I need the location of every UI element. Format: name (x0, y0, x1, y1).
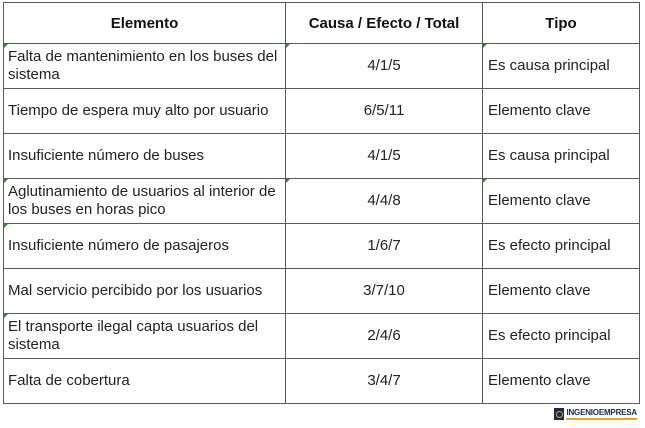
table-row (4, 134, 640, 179)
cell-tipo (483, 179, 640, 224)
logo-text-block (566, 409, 637, 420)
table-row (4, 224, 640, 269)
cell-tipo-text: Es efecto principal (488, 327, 611, 344)
cell-elemento (4, 179, 286, 224)
corner-mark (4, 314, 8, 318)
cell-valor-text: 3/4/7 (367, 372, 401, 389)
cell-valor (286, 89, 483, 134)
cell-valor-text: 4/1/5 (367, 57, 401, 74)
logo-underline (566, 418, 637, 420)
cell-tipo-text: Es efecto principal (488, 237, 611, 254)
cell-tipo-text: Elemento clave (488, 102, 591, 119)
corner-mark (483, 44, 487, 48)
corner-mark (4, 224, 8, 228)
header-row (4, 3, 640, 44)
cell-valor (286, 134, 483, 179)
cell-elemento-text: Falta de mantenimiento en los buses del sistema (8, 48, 278, 83)
cell-tipo (483, 359, 640, 404)
cell-valor (286, 359, 483, 404)
corner-mark (4, 179, 8, 183)
cell-elemento-text: El transporte ilegal capta usuarios del sistema (8, 318, 259, 353)
cell-elemento (4, 269, 286, 314)
cell-valor (286, 44, 483, 89)
cell-tipo (483, 89, 640, 134)
cell-valor (286, 179, 483, 224)
cell-elemento-text: Insuficiente número de buses (8, 147, 204, 164)
cell-tipo-text: Es causa principal (488, 147, 610, 164)
corner-mark (4, 44, 8, 48)
cell-elemento (4, 224, 286, 269)
cell-elemento (4, 359, 286, 404)
cell-valor-text: 3/7/10 (363, 282, 405, 299)
cell-tipo (483, 314, 640, 359)
cell-valor-text: 4/4/8 (367, 192, 401, 209)
cell-valor-text: 6/5/11 (363, 102, 405, 119)
table-row (4, 314, 640, 359)
cell-elemento (4, 44, 286, 89)
causa-efecto-table (3, 2, 640, 404)
corner-mark (286, 179, 290, 183)
ingenioempresa-logo (554, 405, 637, 423)
corner-mark (483, 179, 487, 183)
cell-elemento (4, 134, 286, 179)
table-row (4, 89, 640, 134)
cell-elemento-text: Falta de cobertura (8, 372, 130, 389)
cell-tipo (483, 224, 640, 269)
table-row (4, 44, 640, 89)
cell-tipo (483, 44, 640, 89)
corner-mark (286, 44, 290, 48)
cell-valor (286, 314, 483, 359)
cell-elemento-text: Tiempo de espera muy alto por usuario (8, 102, 269, 119)
cell-elemento-text: Insuficiente número de pasajeros (8, 237, 229, 254)
table-row (4, 269, 640, 314)
cell-elemento-text: Aglutinamiento de usuarios al interior de los buses en horas pico (8, 183, 276, 218)
header-causa-efecto-total: Causa / Efecto / Total (286, 3, 483, 44)
cell-valor-text: 4/1/5 (367, 147, 401, 164)
logo-word: INGENIOEMPRESA (566, 407, 637, 417)
cell-valor (286, 269, 483, 314)
cell-tipo-text: Elemento clave (488, 282, 591, 299)
cell-valor-text: 1/6/7 (367, 237, 401, 254)
cell-tipo-text: Es causa principal (488, 57, 610, 74)
table-row (4, 179, 640, 224)
cell-tipo (483, 269, 640, 314)
header-tipo: Tipo (483, 3, 640, 44)
logo-badge-icon (554, 408, 564, 420)
table-row (4, 359, 640, 404)
cell-elemento-text: Mal servicio percibido por los usuarios (8, 282, 263, 299)
cell-tipo (483, 134, 640, 179)
cell-elemento (4, 89, 286, 134)
cell-tipo-text: Elemento clave (488, 372, 591, 389)
header-elemento: Elemento (4, 3, 286, 44)
cell-elemento (4, 314, 286, 359)
cell-valor-text: 2/4/6 (367, 327, 401, 344)
cell-valor (286, 224, 483, 269)
cell-tipo-text: Elemento clave (488, 192, 591, 209)
